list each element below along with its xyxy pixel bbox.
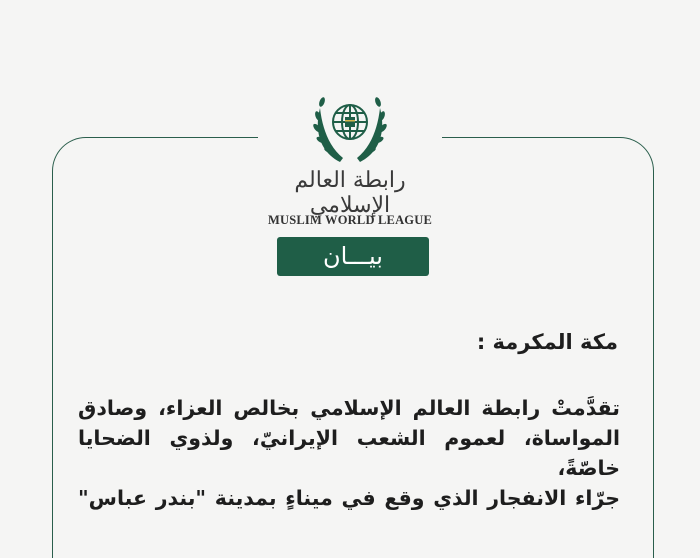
statement-badge: بيـــان [277,237,429,276]
paragraph-line: تقدَّمتْ رابطة العالم الإسلامي بخالص العزاء، وصادق [78,396,620,420]
statement-paragraph [78,393,620,513]
paragraph-line: المواساة، لعموم الشعب الإيرانيّ، ولذوي الضحايا خاصّةً، [78,426,620,480]
location-line: مكة المكرمة : [476,330,618,354]
org-name-arabic: رابطة العالم الإسلامي [294,168,406,218]
org-name-english: MUSLIM WORLD LEAGUE [267,213,432,227]
paragraph-line: جرّاء الانفجار الذي وقع في ميناءٍ بمدينة "بندر عباس" [78,486,620,510]
mwl-globe-wreath-logo [310,86,390,166]
